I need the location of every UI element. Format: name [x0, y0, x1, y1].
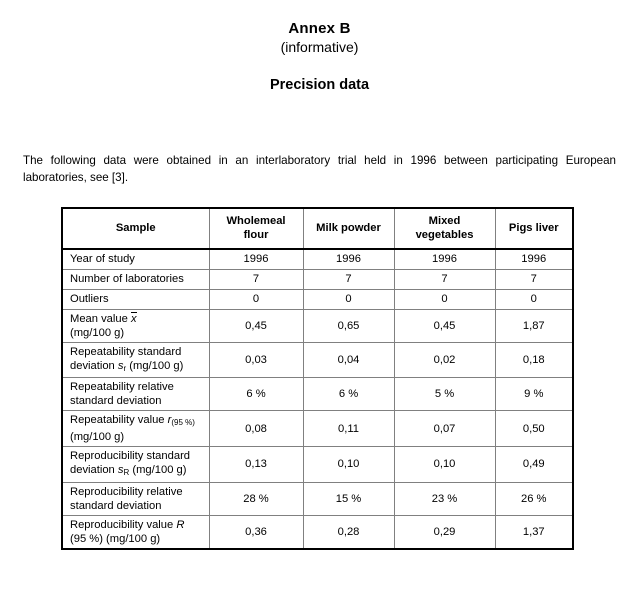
cell-value: 0,45 [394, 309, 495, 342]
row-label-reproducibility-standard-deviation: Reproducibility standard deviation $s_R$ (mg/100 g) [62, 447, 209, 483]
table-row [62, 447, 573, 483]
section-title: Precision data [269, 77, 370, 93]
cell-value: 7 [495, 269, 573, 289]
precision-data-table [61, 207, 574, 550]
cell-value: 0,49 [495, 447, 573, 483]
cell-value: 0,18 [495, 342, 573, 378]
column-header-line1: Mixed [428, 215, 461, 227]
table-row [62, 411, 573, 447]
table-row [62, 309, 573, 342]
cell-value: 7 [394, 269, 495, 289]
cell-value: 0,50 [495, 411, 573, 447]
row-label-line1: Reproducibility relative [70, 485, 183, 498]
row-label-year-of-study: Year of study [62, 249, 209, 269]
cell-value: 0,45 [209, 309, 303, 342]
s-symbol: s [117, 359, 124, 372]
cell-value: 0,03 [209, 342, 303, 378]
subscript-95-percent: (95 %) [171, 418, 195, 427]
cell-value: 0,04 [303, 342, 394, 378]
row-label-reproducibility-value: Reproducibility value R (95 %) (mg/100 g) [62, 515, 209, 549]
cell-value: 0 [209, 289, 303, 309]
column-header-line1: Milk powder [316, 221, 381, 234]
cell-value: 0,65 [303, 309, 394, 342]
cell-value: 0,02 [394, 342, 495, 378]
column-header-sample: Sample [62, 208, 209, 249]
cell-value: 0,11 [303, 411, 394, 447]
row-label-repeatability-relative-standard-deviation [62, 378, 209, 411]
table-row [62, 378, 573, 411]
table-row [62, 342, 573, 378]
cell-value: 15 % [303, 482, 394, 515]
row-label-line2: standard deviation [70, 499, 162, 512]
row-label-repeatability-standard-deviation: Repeatability standard deviation $s_r$ (mg/100 g) [62, 342, 209, 378]
cell-value: 7 [303, 269, 394, 289]
cell-value: 5 % [394, 378, 495, 411]
row-label-reproducibility-relative-standard-deviation [62, 482, 209, 515]
table-row [62, 249, 573, 269]
cell-value: 0,13 [209, 447, 303, 483]
cell-value: 0,10 [303, 447, 394, 483]
cell-value: 0,29 [394, 515, 495, 549]
row-label-mean-value: Mean value x (mg/100 g) [62, 309, 209, 342]
cell-value: 26 % [495, 482, 573, 515]
table-row [62, 269, 573, 289]
subscript-r: r [123, 363, 127, 373]
row-label-number-of-laboratories: Number of laboratories [62, 269, 209, 289]
cell-value: 0 [495, 289, 573, 309]
cell-value: 7 [209, 269, 303, 289]
column-header-line2: flour [243, 228, 269, 241]
row-label-line2: standard deviation [70, 395, 162, 408]
table-row [62, 482, 573, 515]
column-header-line1: Pigs liver [508, 221, 559, 234]
table-row [62, 515, 573, 549]
cell-value: 28 % [209, 482, 303, 515]
cell-value: 0,07 [394, 411, 495, 447]
cell-value: 6 % [209, 378, 303, 411]
cell-value: 0 [303, 289, 394, 309]
annex-title: Annex B [288, 20, 351, 37]
cell-value: 0,36 [209, 515, 303, 549]
annex-subtitle: (informative) [280, 39, 359, 55]
cell-value: 0,08 [209, 411, 303, 447]
cell-value: 23 % [394, 482, 495, 515]
cell-value: 1996 [209, 249, 303, 269]
cell-value: 9 % [495, 378, 573, 411]
row-label-line1: Repeatability relative [70, 381, 174, 394]
cell-value: 1,37 [495, 515, 573, 549]
intro-paragraph: The following data were obtained in an interlaboratory trial held in 1996 between participating European laboratories, see [3]. [23, 153, 616, 184]
column-header-line1: Wholemeal [226, 215, 286, 227]
cell-value: 0,10 [394, 447, 495, 483]
s-symbol: s [117, 464, 124, 476]
cell-value: 0 [394, 289, 495, 309]
table-header-row [62, 208, 573, 249]
cell-value: 6 % [303, 378, 394, 411]
column-header-milk-powder [303, 208, 394, 249]
cell-value: 0,28 [303, 515, 394, 549]
x-bar-symbol: x [130, 312, 137, 325]
cell-value: 1996 [303, 249, 394, 269]
cell-value: 1,87 [495, 309, 573, 342]
column-header-line2: vegetables [415, 228, 474, 241]
row-label-outliers: Outliers [62, 289, 209, 309]
cell-value: 1996 [394, 249, 495, 269]
column-header-mixed-vegetables [394, 208, 495, 249]
R-symbol: R [176, 518, 185, 531]
table-row [62, 289, 573, 309]
cell-value: 1996 [495, 249, 573, 269]
column-header-pigs-liver [495, 208, 573, 249]
r-symbol: r [167, 414, 172, 427]
subscript-R: R [123, 467, 130, 477]
column-header-wholemeal-flour [209, 208, 303, 249]
row-label-repeatability-value: Repeatability value $r_{(95 \%)}$ (mg/100 g) [62, 411, 209, 447]
